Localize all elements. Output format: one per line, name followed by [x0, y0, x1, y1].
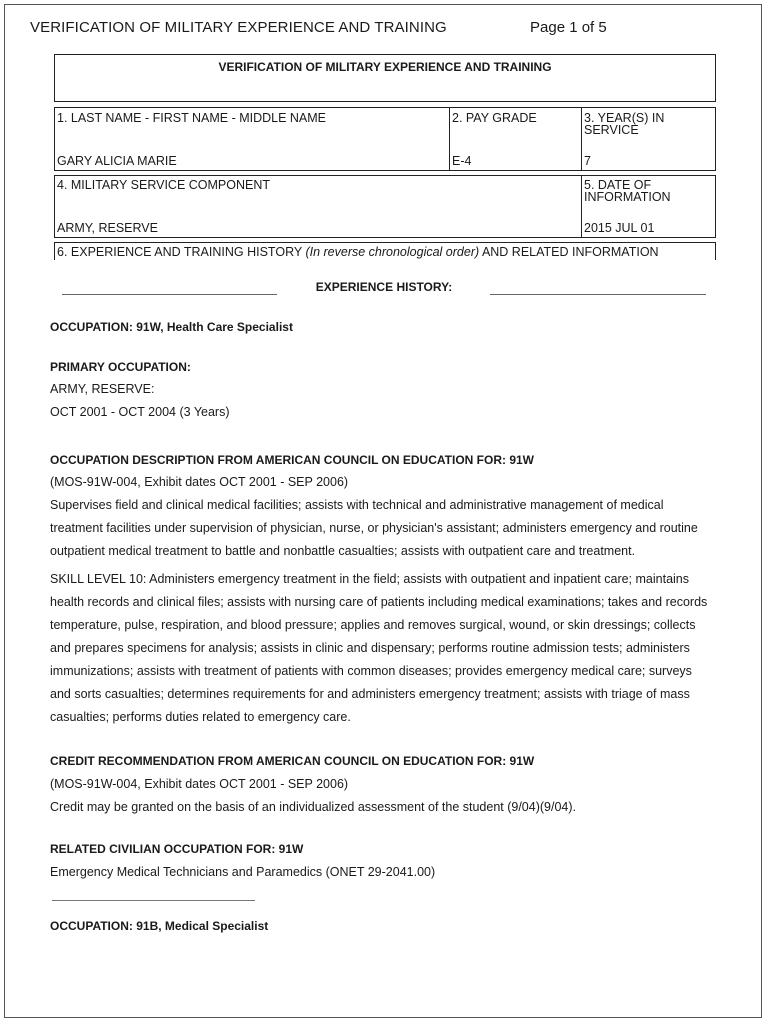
- desc-para2-line: health records and clinical files; assists with nursing care of patients including medical examinations; takes and records: [50, 595, 708, 609]
- row-name-divider-1: [449, 107, 450, 171]
- occupation-description-ref: (MOS-91W-004, Exhibit dates OCT 2001 - SEP 2006): [50, 475, 349, 489]
- section-separator-rule: [52, 900, 255, 901]
- pay-grade-label: 2. PAY GRADE: [452, 111, 537, 125]
- desc-para2-line: casualties; performs duties related to emergency care.: [50, 710, 351, 724]
- primary-dates: OCT 2001 - OCT 2004 (3 Years): [50, 405, 230, 419]
- years-label-line1: 3. YEAR(S) IN: [584, 111, 665, 125]
- primary-occupation-heading: PRIMARY OCCUPATION:: [50, 360, 191, 374]
- desc-para2-line: temperature, pulse, respiration, and blood pressure; applies and removes surgical, wound, or skin dressings; collects: [50, 618, 696, 632]
- credit-recommendation-heading: CREDIT RECOMMENDATION FROM AMERICAN COUNCIL ON EDUCATION FOR: 91W: [50, 754, 535, 768]
- heading-rule-left: [62, 294, 277, 295]
- date-label-line2: INFORMATION: [584, 190, 671, 204]
- occupation-description-para1: [50, 494, 718, 563]
- name-label: 1. LAST NAME - FIRST NAME - MIDDLE NAME: [57, 111, 327, 125]
- experience-history-heading: EXPERIENCE HISTORY:: [315, 280, 453, 294]
- history-label-note: (In reverse chronological order): [305, 245, 480, 259]
- related-civilian-text: Emergency Medical Technicians and Paramedics (ONET 29-2041.00): [50, 865, 436, 879]
- page-number: Page 1 of 5: [530, 19, 607, 36]
- related-civilian-heading: RELATED CIVILIAN OCCUPATION FOR: 91W: [50, 842, 304, 856]
- header-title: VERIFICATION OF MILITARY EXPERIENCE AND TRAINING: [30, 19, 447, 36]
- primary-component: ARMY, RESERVE:: [50, 382, 155, 396]
- history-label-main: 6. EXPERIENCE AND TRAINING HISTORY: [57, 245, 306, 259]
- occupation-91b-heading: OCCUPATION: 91B, Medical Specialist: [50, 919, 269, 933]
- form-title: VERIFICATION OF MILITARY EXPERIENCE AND TRAINING: [218, 60, 552, 74]
- years-value: 7: [584, 154, 591, 168]
- desc-para1-line: outpatient medical treatment to battle and nonbattle casualties; assists with outpatient care and treatment.: [50, 544, 636, 558]
- row-name-divider-2: [581, 107, 582, 171]
- pay-grade-value: E-4: [452, 154, 472, 168]
- history-label-tail: AND RELATED INFORMATION: [479, 245, 659, 259]
- desc-para2-line: and prepares specimens for analysis; assists in clinic and dispensary; performs routine admission tests; administers: [50, 641, 690, 655]
- credit-recommendation-text: Credit may be granted on the basis of an individualized assessment of the student (9/04)(9/04).: [50, 800, 576, 814]
- desc-para2-line: and sorts casualties; determines requirements for and administers emergency treatment; assists with triage of mass: [50, 687, 690, 701]
- component-label: 4. MILITARY SERVICE COMPONENT: [57, 178, 271, 192]
- credit-recommendation-ref: (MOS-91W-004, Exhibit dates OCT 2001 - SEP 2006): [50, 777, 349, 791]
- component-value: ARMY, RESERVE: [57, 221, 158, 235]
- desc-para1-line: Supervises field and clinical medical facilities; assists with technical and administrative management of medical: [50, 498, 664, 512]
- desc-para2-line: immunizations; assists with treatment of patients with common diseases; provides emergency medical care; surveys: [50, 664, 692, 678]
- history-label: [57, 246, 659, 259]
- row-component-divider: [581, 175, 582, 238]
- years-label-line2: SERVICE: [584, 123, 639, 137]
- occupation-description-para2: [50, 568, 718, 729]
- heading-rule-right: [490, 294, 706, 295]
- date-label-line1: 5. DATE OF: [584, 178, 652, 192]
- date-value: 2015 JUL 01: [584, 221, 655, 235]
- occupation-91w-heading: OCCUPATION: 91W, Health Care Specialist: [50, 320, 293, 334]
- desc-para1-line: treatment facilities under supervision of physician, nurse, or physician's assistant; administers emergency and routine: [50, 521, 698, 535]
- name-value: GARY ALICIA MARIE: [57, 154, 177, 168]
- occupation-description-heading: OCCUPATION DESCRIPTION FROM AMERICAN COUNCIL ON EDUCATION FOR: 91W: [50, 453, 534, 467]
- desc-para2-line: SKILL LEVEL 10: Administers emergency treatment in the field; assists with outpatient and inpatient care; maintains: [50, 572, 690, 586]
